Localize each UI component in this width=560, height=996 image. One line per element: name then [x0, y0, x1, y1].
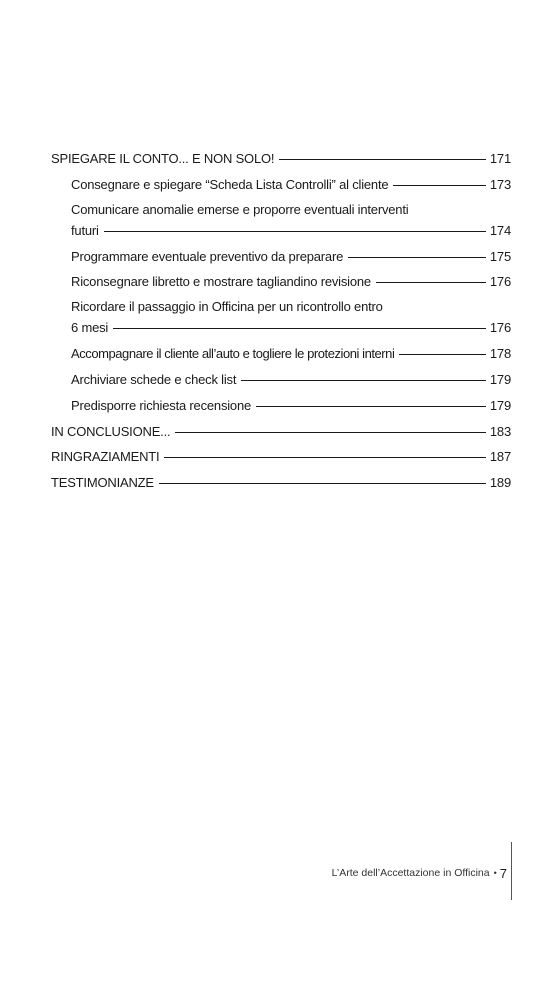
- leader-line: [399, 354, 486, 355]
- footer-separator: •: [493, 868, 497, 878]
- toc-entry-title: Predisporre richiesta recensione: [71, 397, 252, 413]
- toc-entry-page: 175: [489, 248, 511, 264]
- toc-entry-title-line1: Ricordare il passaggio in Officina per un ricontrollo entro: [71, 299, 383, 315]
- toc-entry-title-line1: Comunicare anomalie emerse e proporre eventuali interventi: [71, 201, 409, 217]
- table-of-contents: [51, 146, 511, 496]
- toc-entry-title: 6 mesi: [71, 320, 109, 336]
- leader-line: [159, 483, 486, 484]
- toc-entry: [51, 444, 511, 470]
- toc-entry-page: 179: [489, 397, 511, 413]
- page-number: 7: [499, 865, 507, 881]
- leader-line: [279, 159, 486, 160]
- toc-entry-page: 189: [489, 475, 511, 491]
- toc-entry: [51, 200, 511, 242]
- footer-vertical-rule: [511, 842, 512, 900]
- leader-line: [256, 406, 486, 407]
- toc-entry: [51, 244, 511, 270]
- leader-line: [164, 457, 486, 458]
- toc-entry: [51, 172, 511, 198]
- leader-line: [175, 432, 486, 433]
- toc-entry-page: 173: [489, 176, 511, 192]
- toc-entry: [51, 419, 511, 445]
- toc-entry-title: IN CONCLUSIONE...: [51, 423, 171, 439]
- toc-entry: [51, 146, 511, 172]
- toc-entry: [51, 367, 511, 393]
- toc-entry-title: Riconsegnare libretto e mostrare tagliandino revisione: [71, 274, 371, 290]
- toc-entry-page: 176: [489, 274, 511, 290]
- toc-entry: [51, 269, 511, 295]
- leader-line: [393, 185, 486, 186]
- toc-entry-title: futuri: [71, 222, 99, 238]
- toc-entry-title: TESTIMONIANZE: [51, 475, 154, 491]
- leader-line: [241, 380, 486, 381]
- toc-entry-page: 178: [489, 346, 511, 362]
- toc-entry-page: 183: [489, 423, 511, 439]
- toc-entry-page: 176: [489, 320, 511, 336]
- toc-entry: [51, 393, 511, 419]
- running-title: L’Arte dell’Accettazione in Officina: [331, 867, 490, 879]
- toc-entry-page: 179: [489, 371, 511, 387]
- toc-entry: [51, 341, 511, 367]
- toc-entry-title: Programmare eventuale preventivo da preparare: [71, 248, 344, 264]
- leader-line: [113, 328, 486, 329]
- toc-entry-title: Archiviare schede e check list: [71, 371, 237, 387]
- toc-entry: [51, 470, 511, 496]
- toc-entry-title: RINGRAZIAMENTI: [51, 449, 160, 465]
- toc-entry-title: SPIEGARE IL CONTO... E NON SOLO!: [51, 151, 275, 166]
- leader-line: [348, 257, 486, 258]
- leader-line: [376, 282, 486, 283]
- toc-entry-page: 171: [489, 151, 511, 166]
- toc-entry-page: 174: [489, 222, 511, 238]
- toc-entry-page: 187: [489, 449, 511, 465]
- toc-entry-title: Consegnare e spiegare “Scheda Lista Controlli” al cliente: [71, 176, 389, 192]
- toc-entry-title: Accompagnare il cliente all’auto e togliere le protezioni interni: [71, 346, 395, 362]
- page-footer: [332, 862, 507, 884]
- toc-entry: [51, 297, 511, 339]
- leader-line: [104, 231, 486, 232]
